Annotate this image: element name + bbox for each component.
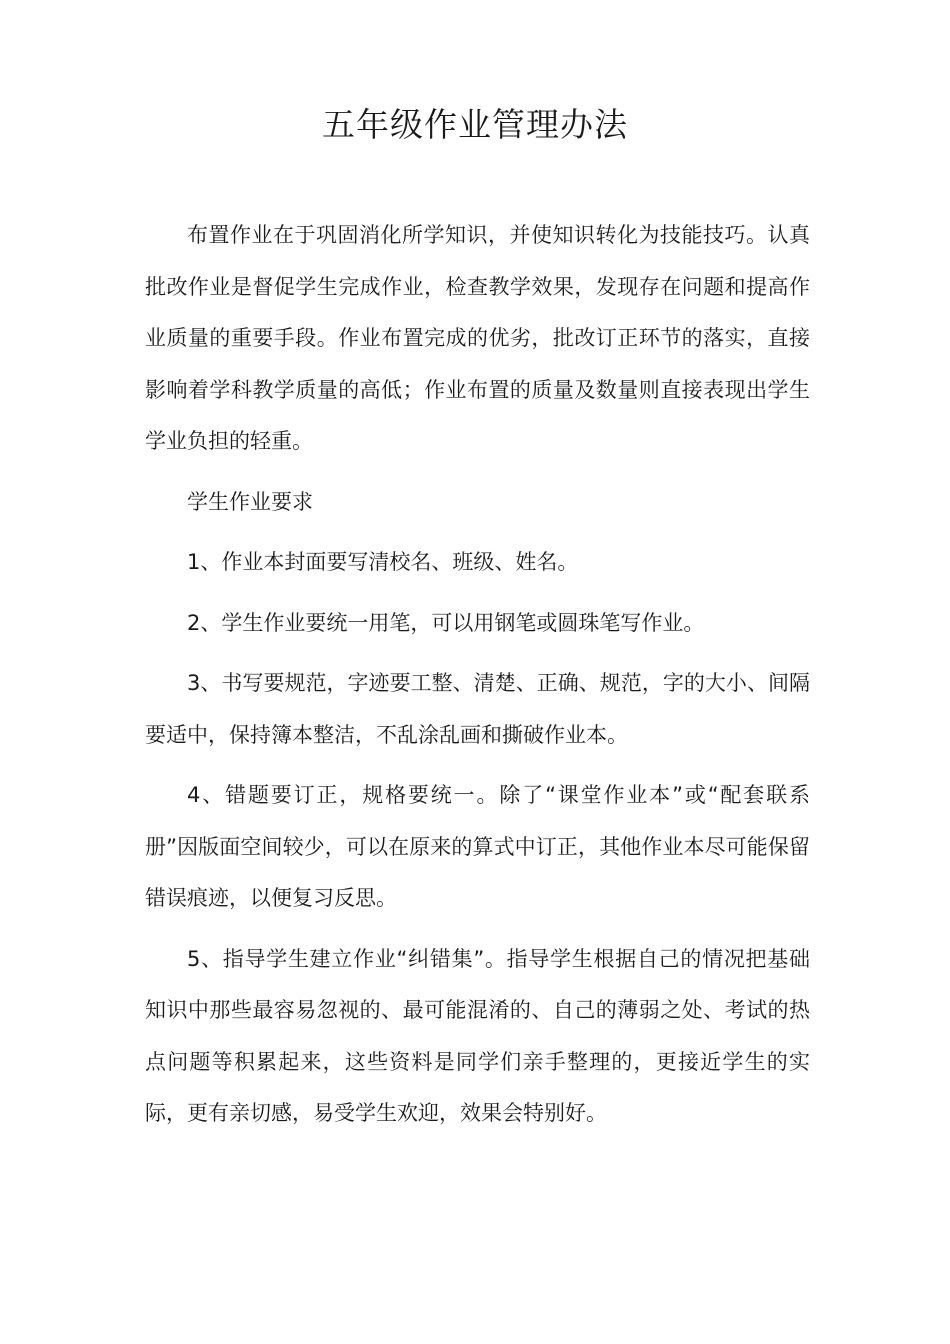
requirement-item-5: 5、指导学生建立作业“纠错集”。指导学生根据自己的情况把基础知识中那些最容易忽视的、最可能混淆的、自己的薄弱之处、考试的热点问题等积累起来，这些资料是同学们亲手整理的，更接近学生的实际，更有亲切感，易受学生欢迎，效果会特别好。 [145,946,810,1125]
requirement-item-1: 1、作业本封面要写清校名、班级、姓名。 [187,550,579,574]
section-heading: 学生作业要求 [187,489,313,514]
intro-paragraph: 布置作业在于巩固消化所学知识，并使知识转化为技能技巧。认真批改作业是督促学生完成作业，检查教学效果，发现存在问题和提高作业质量的重要手段。作业布置完成的优劣，批改订正环节的落实，直接影响着学科教学质量的高低；作业布置的质量及数量则直接表现出学生学业负担的轻重。 [145,223,810,453]
requirement-item-4: 4、错题要订正，规格要统一。除了“课堂作业本”或“配套联系册”因版面空间较少，可以在原来的算式中订正，其他作业本尽可能保留错误痕迹，以便复习反思。 [145,783,810,910]
requirement-item-2: 2、学生作业要统一用笔，可以用钢笔或圆珠笔写作业。 [187,610,705,635]
document-body [145,210,810,1140]
requirement-item-3: 3、书写要规范，字迹要工整、清楚、正确、规范，字的大小、间隔要适中，保持簿本整洁，不乱涂乱画和撕破作业本。 [145,671,810,747]
document-title: 五年级作业管理办法 [322,105,628,144]
